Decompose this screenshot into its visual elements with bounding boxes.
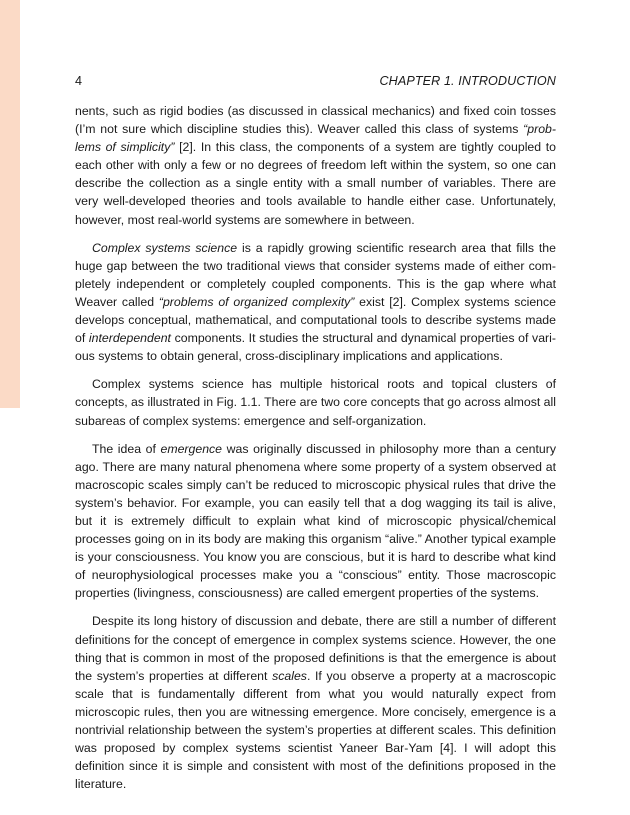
running-header xyxy=(75,74,556,88)
page-number: 4 xyxy=(75,74,83,88)
paragraph xyxy=(75,612,556,793)
text-run: Despite its long history of discussion and debate, there are still a number of different definitions for the concept of emergence in complex systems science. However, the one thing that is common in most of the proposed definitions is that the emergence is about the system’s properties at different xyxy=(75,614,556,683)
text-run: nents, such as rigid bodies (as discussed in classical mechanics) and fixed coin tosses (I’m not sure which discipline studies this). Weaver called this class of systems xyxy=(75,104,556,137)
italic-text: scales xyxy=(272,668,307,683)
paragraph xyxy=(75,375,556,429)
text-run: . If you observe a property at a macroscopic scale that is fundamentally different from what you would naturally expect from microscopic rules, then you are witnessing emergence. More concisely, emergence is a nontrivial relationship between the system’s properties at different scales. This definition was proposed by complex systems scientist Yaneer Bar-Yam [4]. I will adopt this definition since it is simple and consistent with most of the definitions proposed in the literature. xyxy=(75,668,556,792)
text-run: Complex systems science has multiple historical roots and topical clusters of concepts, as illustrated in Fig. 1.1. There are two core concepts that go across almost all subareas of complex systems: emergence and self-organization. xyxy=(75,377,556,428)
paragraph xyxy=(75,440,556,603)
text-run: exist [2]. Complex systems science develops conceptual, mathematical, and computational tools to describe systems made of xyxy=(75,294,556,346)
body-text xyxy=(75,102,556,793)
italic-text: interdependent xyxy=(88,331,171,346)
italic-text: Complex systems science xyxy=(92,240,238,255)
chapter-title: CHAPTER 1. INTRODUCTION xyxy=(379,74,556,88)
text-run: The idea of xyxy=(92,441,161,456)
italic-text: emergence xyxy=(160,441,223,456)
paragraph xyxy=(75,102,556,229)
text-run: was originally discussed in philosophy more than a century ago. There are many natural phenomena where some property of a system observed at macroscopic scales simply can’t be reduced to microscopic physical rules that drive the system’s behavior. For example, you can easily tell that a dog wagging its tail is alive, but it is extremely difficult to explain what kind of microscopic physical/chemical processes going on in its body are making this organism “alive.” Another typical example is your consciousness. You know you are conscious, but it is hard to describe what kind of neurophysiological processes make you a “conscious” entity. Those macroscopic properties (livingness, consciousness) are called emergent properties of the systems. xyxy=(75,441,556,601)
book-page xyxy=(75,74,556,803)
text-run: is a rapidly growing scientific research area that fills the huge gap between the two traditional views that consider systems made of either completely independent or completely coupled components. This is the gap where what Weaver called xyxy=(75,240,556,309)
page-edge-tab xyxy=(0,0,20,408)
italic-text: “problems of simplicity” xyxy=(75,122,556,155)
text-run: [2]. In this class, the components of a system are tightly coupled to each other with only a few or no degrees of freedom left within the system, so one can describe the collection as a single entity with a small number of variables. There are very well-developed theories and tools available to handle either case. Unfortunately, however, most real-world systems are somewhere in between. xyxy=(75,140,556,227)
text-run: components. It studies the structural and dynamical properties of various systems to obtain general, cross-disciplinary implications and applications. xyxy=(75,331,556,364)
italic-text: “problems of organized complexity” xyxy=(158,294,355,309)
paragraph xyxy=(75,239,556,366)
